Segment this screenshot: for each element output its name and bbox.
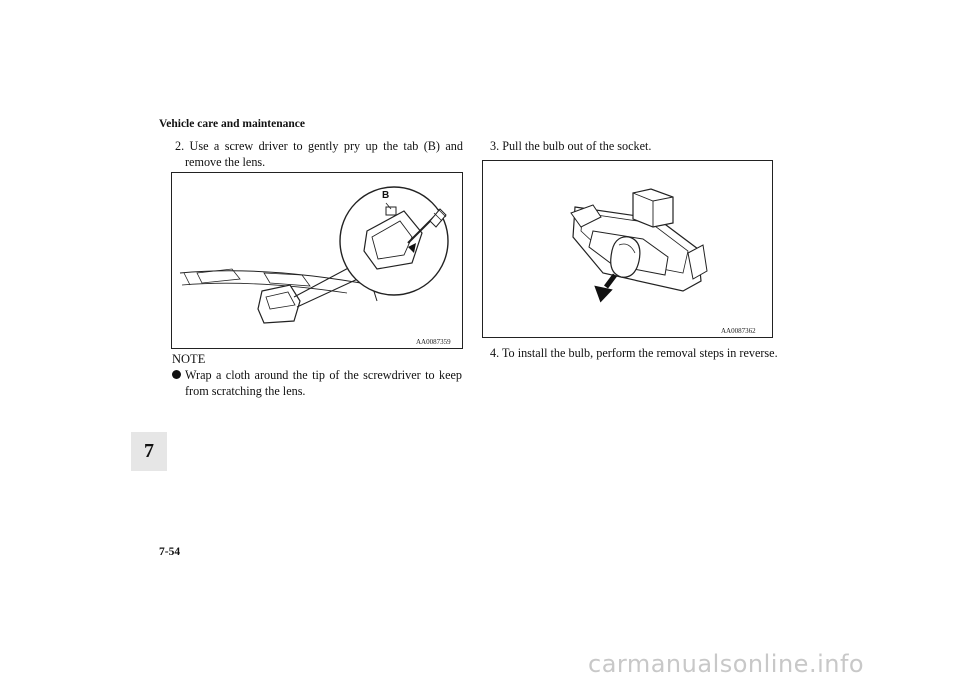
- figure-code: AA0087359: [416, 338, 451, 346]
- lens-removal-illustration: [172, 173, 462, 348]
- bullet-icon: [172, 370, 181, 379]
- figure-code: AA0087362: [721, 327, 756, 335]
- step-3-text: 3. Pull the bulb out of the socket.: [490, 139, 652, 153]
- note-bullet-item: [172, 367, 462, 401]
- bulb-removal-illustration: [483, 161, 772, 337]
- section-tab-number: 7: [144, 440, 154, 462]
- note-title: NOTE: [172, 352, 206, 366]
- step-2-text: 2. Use a screw driver to gently pry up the tab (B) and remove the lens.: [175, 139, 463, 169]
- section-header: Vehicle care and maintenance: [159, 118, 305, 130]
- callout-label-b: B: [382, 190, 390, 201]
- page-number: 7-54: [159, 546, 181, 558]
- step-4-text: 4. To install the bulb, perform the removal steps in reverse.: [490, 346, 778, 360]
- figure-bulb-removal: [482, 160, 773, 338]
- watermark-text: carmanualsonline.info: [588, 650, 865, 678]
- figure-lens-removal: [171, 172, 463, 349]
- note-bullet-text: Wrap a cloth around the tip of the screwdriver to keep from scratching the lens.: [185, 368, 462, 398]
